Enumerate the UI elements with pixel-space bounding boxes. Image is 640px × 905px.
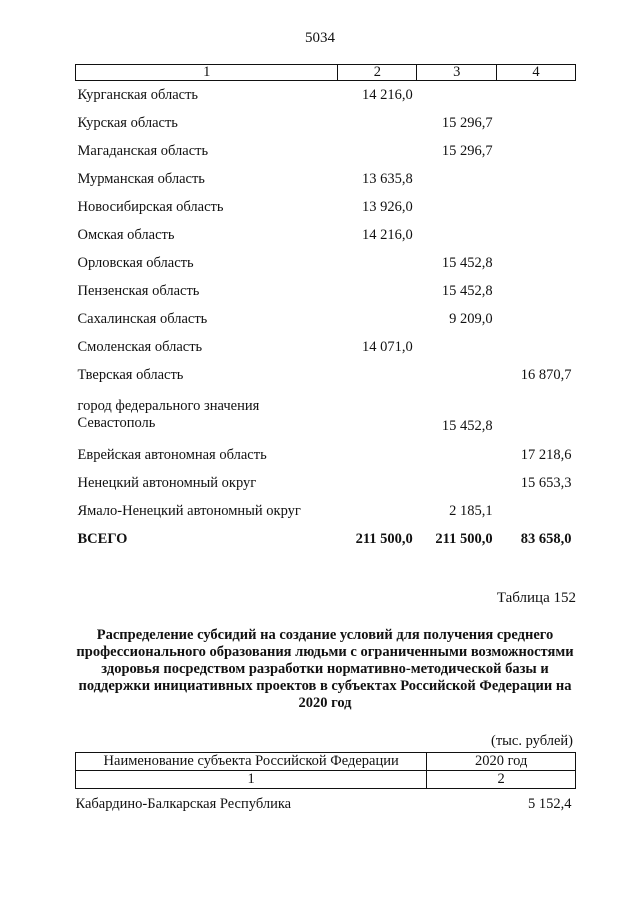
region-name: Еврейская автономная область: [77, 446, 267, 463]
column-number: 4: [497, 65, 576, 81]
value-col4: [497, 165, 576, 193]
value-col3: [417, 333, 497, 361]
value-col2: [338, 277, 417, 305]
value-col2: [338, 361, 417, 389]
value-col4: [497, 249, 576, 277]
value-col4: 17 218,6: [520, 446, 572, 463]
total-label: ВСЕГО: [77, 530, 128, 547]
value-col2: 13 926,0: [362, 198, 413, 215]
value-col4: 15 653,3: [520, 474, 572, 491]
region-name: Пензенская область: [77, 282, 200, 299]
value-col2: [338, 249, 417, 277]
value-col4: [497, 333, 576, 361]
value-col2: [338, 137, 417, 165]
value-col4: [497, 305, 576, 333]
value-col3: [417, 81, 497, 110]
region-name: Омская область: [77, 226, 175, 243]
table-title: Распределение субсидий на создание условий для получения среднего профессионального образования людьми с ограниченными возможностями здоровья посредством разработки нормативно-методической базы и поддержки инициативных проектов в субъектах Российской Федерации на 2020 год: [76, 627, 574, 711]
table-row: [76, 361, 576, 389]
table-row: [76, 165, 576, 193]
table-row: [76, 789, 576, 820]
value-col4: [497, 137, 576, 165]
region-name: Тверская область: [77, 366, 184, 383]
column-number-row: [76, 65, 576, 81]
subsidy-distribution-table: [75, 752, 576, 819]
value-col3: [417, 193, 497, 221]
value-col2: 14 071,0: [362, 338, 413, 355]
value-col2: [338, 441, 417, 469]
column-number: 2: [427, 771, 576, 789]
value-col4: [497, 389, 576, 441]
region-name: Орловская область: [77, 254, 194, 271]
column-number: 1: [76, 65, 338, 81]
page-number: 5034: [305, 30, 335, 46]
value-col4: [497, 109, 576, 137]
value-col4: [497, 497, 576, 525]
table-row: [76, 109, 576, 137]
value-col3: [417, 469, 497, 497]
table-row: [76, 497, 576, 525]
column-header-year: 2020 год: [427, 753, 576, 771]
total-col3: 211 500,0: [435, 530, 493, 547]
region-name: Ненецкий автономный округ: [77, 474, 257, 491]
value-col4: [497, 277, 576, 305]
value-col3: 15 296,7: [441, 142, 493, 159]
value-col3: 15 452,8: [441, 418, 493, 434]
value-col3: [417, 441, 497, 469]
table-row: [76, 389, 576, 441]
table-number-label: Таблица 152: [496, 590, 576, 606]
column-number: 3: [417, 65, 497, 81]
table-row: [76, 221, 576, 249]
table-row: [76, 249, 576, 277]
total-col2: 211 500,0: [355, 530, 413, 547]
region-name: Сахалинская область: [77, 310, 208, 327]
value-col4: [497, 81, 576, 110]
table-row: [76, 305, 576, 333]
value-col2: [338, 305, 417, 333]
header-row: [76, 753, 576, 771]
region-name: Кабардино-Балкарская Республика: [75, 795, 292, 812]
table-row: [76, 277, 576, 305]
column-number: 2: [338, 65, 417, 81]
column-number-row: [76, 771, 576, 789]
value-col2: [338, 389, 417, 441]
column-header-region: Наименование субъекта Российской Федерации: [76, 753, 427, 771]
table-row: [76, 137, 576, 165]
value-col3: 15 452,8: [441, 282, 493, 299]
value-2020: 5 152,4: [528, 795, 572, 812]
value-col4: [497, 193, 576, 221]
value-col2: 14 216,0: [362, 86, 413, 103]
table-row: [76, 193, 576, 221]
region-name: город федерального значения Севастополь: [77, 398, 260, 431]
region-name: Новосибирская область: [77, 198, 224, 215]
region-name: Курская область: [77, 114, 178, 131]
subsidy-table-continued: [75, 64, 576, 553]
table-row: [76, 81, 576, 110]
value-col4: 16 870,7: [520, 366, 572, 383]
value-col3: 2 185,1: [449, 502, 493, 519]
region-name: Смоленская область: [77, 338, 203, 355]
table-row: [76, 333, 576, 361]
region-name: Курганская область: [77, 86, 199, 103]
value-col3: [417, 361, 497, 389]
units-label: (тыс. рублей): [491, 733, 573, 749]
value-col2: [338, 109, 417, 137]
value-col3: 9 209,0: [449, 310, 493, 327]
region-name: Мурманская область: [77, 170, 205, 187]
total-row: [76, 525, 576, 553]
value-col3: [417, 165, 497, 193]
value-col4: [497, 221, 576, 249]
region-name: Ямало-Ненецкий автономный округ: [77, 502, 301, 519]
table-row: [76, 441, 576, 469]
value-col3: 15 296,7: [441, 114, 493, 131]
total-col4: 83 658,0: [520, 530, 572, 547]
region-name: Магаданская область: [77, 142, 209, 159]
value-col3: 15 452,8: [441, 254, 493, 271]
value-col3: [417, 221, 497, 249]
column-number: 1: [76, 771, 427, 789]
value-col2: 13 635,8: [362, 170, 413, 187]
value-col2: 14 216,0: [362, 226, 413, 243]
value-col2: [338, 497, 417, 525]
table-row: [76, 469, 576, 497]
value-col2: [338, 469, 417, 497]
